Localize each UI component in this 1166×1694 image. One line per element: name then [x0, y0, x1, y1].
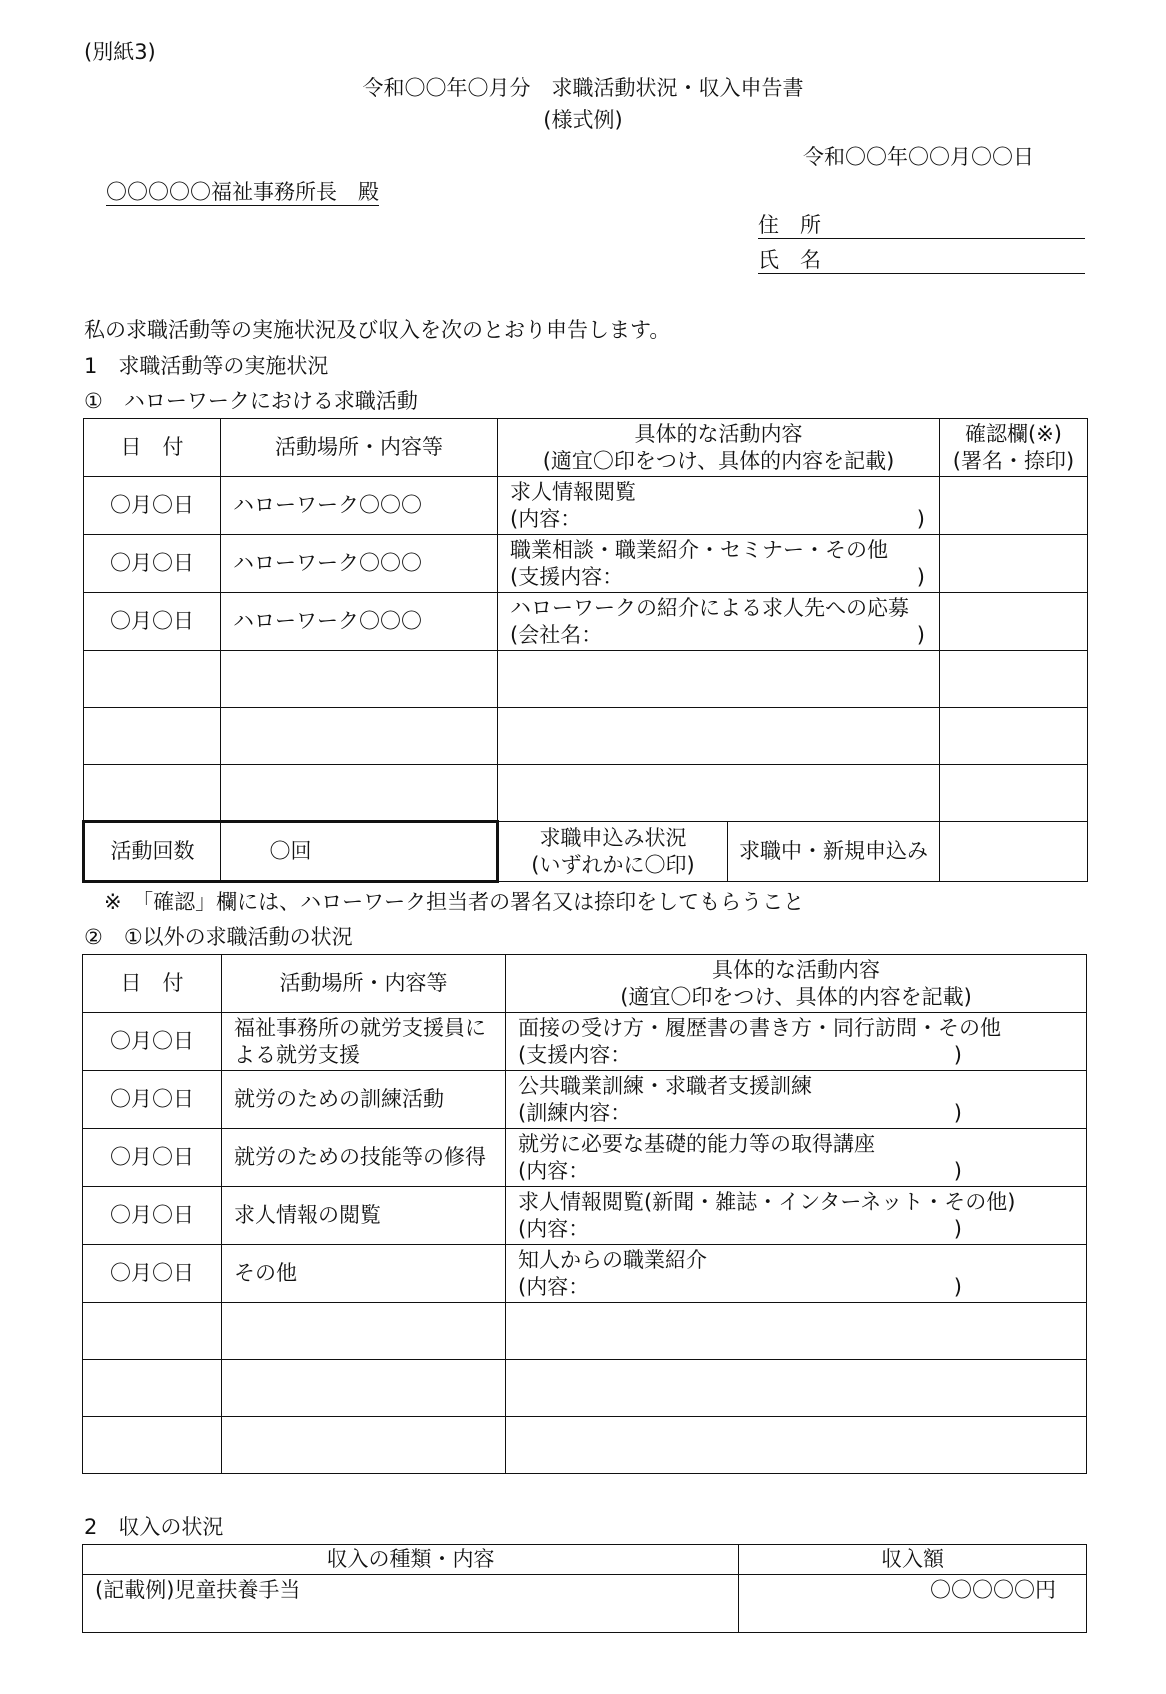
row-activity: 求人情報閲覧 (内容： ) [498, 477, 940, 535]
document-title: 令和〇〇年〇月分 求職活動状況・収入申告書 [362, 76, 804, 100]
row-activity: 職業相談・職業紹介・セミナー・その他 (支援内容： ) [498, 535, 940, 593]
header-date: 日 付 [83, 955, 222, 1013]
empty-row[interactable] [83, 1417, 1087, 1474]
row-activity: 公共職業訓練・求職者支援訓練 (訓練内容： ) [506, 1071, 1087, 1129]
application-status-value-ext [940, 822, 1088, 882]
table-header-row [83, 1545, 1087, 1575]
table-header-row [83, 955, 1087, 1013]
empty-row[interactable] [84, 765, 1088, 822]
row-date: 〇月〇日 [83, 1129, 222, 1187]
row-place: ハローワーク〇〇〇 [221, 593, 498, 651]
row-activity: 面接の受け方・履歴書の書き方・同行訪問・その他 (支援内容： ) [506, 1013, 1087, 1071]
confirm-note: ※ 「確認」欄には、ハローワーク担当者の署名又は捺印をしてもらうこと [104, 890, 805, 914]
income-table [82, 1544, 1087, 1633]
row-place: その他 [222, 1245, 506, 1303]
table-row [83, 1013, 1087, 1071]
hellowork-activity-table [82, 418, 1088, 883]
activity-count-value-cell[interactable] [221, 822, 498, 882]
header-place: 活動場所・内容等 [221, 419, 498, 477]
row-activity: ハローワークの紹介による求人先への応募 (会社名： ) [498, 593, 940, 651]
income-type[interactable]: (記載例)児童扶養手当 [83, 1575, 739, 1633]
row-date: 〇月〇日 [83, 1013, 222, 1071]
table-row [83, 1071, 1087, 1129]
income-amount[interactable]: 〇〇〇〇〇円 [739, 1575, 1087, 1633]
header-activity: 具体的な活動内容 (適宜〇印をつけ、具体的内容を記載) [506, 955, 1087, 1013]
row-place: ハローワーク〇〇〇 [221, 477, 498, 535]
row-date: 〇月〇日 [84, 593, 221, 651]
activity-count-label: 活動回数 [84, 822, 221, 882]
empty-row[interactable] [84, 708, 1088, 765]
document-subtitle: (様式例) [543, 108, 623, 132]
table-row [84, 477, 1088, 535]
attachment-label: (別紙3) [84, 40, 156, 64]
table-row [84, 593, 1088, 651]
name-label: 氏 名 [758, 248, 821, 272]
header-income-type: 収入の種類・内容 [83, 1545, 739, 1575]
row-place: 福祉事務所の就労支援員に よる就労支援 [222, 1013, 506, 1071]
row-activity: 求人情報閲覧(新聞・雑誌・インターネット・その他) (内容： ) [506, 1187, 1087, 1245]
table-row [83, 1575, 1087, 1633]
header-confirm: 確認欄(※) (署名・捺印) [940, 419, 1088, 477]
row-activity: 知人からの職業紹介 (内容： ) [506, 1245, 1087, 1303]
application-status-label: 求職申込み状況 (いずれかに〇印) [499, 822, 728, 881]
header-income-amount: 収入額 [739, 1545, 1087, 1575]
name-field[interactable] [758, 248, 1085, 274]
application-status-value[interactable]: 求職中・新規申込み [739, 839, 928, 864]
intro-text: 私の求職活動等の実施状況及び収入を次のとおり申告します。 [84, 318, 671, 342]
row-confirm-cell[interactable] [940, 535, 1088, 593]
row-place: 就労のための技能等の修得 [222, 1129, 506, 1187]
row-date: 〇月〇日 [83, 1187, 222, 1245]
table-row [84, 535, 1088, 593]
table-header-row [84, 419, 1088, 477]
hellowork-heading: ① ハローワークにおける求職活動 [84, 389, 418, 413]
section1-heading: 1 求職活動等の実施状況 [84, 354, 329, 378]
row-place: 就労のための訓練活動 [222, 1071, 506, 1129]
section2-heading: 2 収入の状況 [84, 1515, 224, 1539]
empty-row[interactable] [83, 1303, 1087, 1360]
table-row [83, 1187, 1087, 1245]
recipient: 〇〇〇〇〇福祉事務所長 殿 [106, 180, 379, 206]
row-date: 〇月〇日 [84, 477, 221, 535]
table-row [83, 1245, 1087, 1303]
row-date: 〇月〇日 [83, 1071, 222, 1129]
header-date: 日 付 [84, 419, 221, 477]
other-activity-heading: ② ①以外の求職活動の状況 [84, 925, 353, 949]
address-field[interactable] [758, 213, 1085, 239]
summary-row [84, 822, 1088, 882]
row-activity: 就労に必要な基礎的能力等の取得講座 (内容： ) [506, 1129, 1087, 1187]
row-place: 求人情報の閲覧 [222, 1187, 506, 1245]
header-activity: 具体的な活動内容 (適宜〇印をつけ、具体的内容を記載) [498, 419, 940, 477]
row-date: 〇月〇日 [84, 535, 221, 593]
activity-count-value: 〇回 [269, 839, 312, 864]
row-date: 〇月〇日 [83, 1245, 222, 1303]
empty-row[interactable] [83, 1360, 1087, 1417]
application-status-cell [498, 822, 940, 882]
other-activity-table [82, 954, 1087, 1474]
row-confirm-cell[interactable] [940, 477, 1088, 535]
address-label: 住 所 [758, 213, 821, 237]
header-place: 活動場所・内容等 [222, 955, 506, 1013]
submission-date: 令和〇〇年〇〇月〇〇日 [803, 145, 1034, 169]
row-place: ハローワーク〇〇〇 [221, 535, 498, 593]
empty-row[interactable] [84, 651, 1088, 708]
row-confirm-cell[interactable] [940, 593, 1088, 651]
table-row [83, 1129, 1087, 1187]
